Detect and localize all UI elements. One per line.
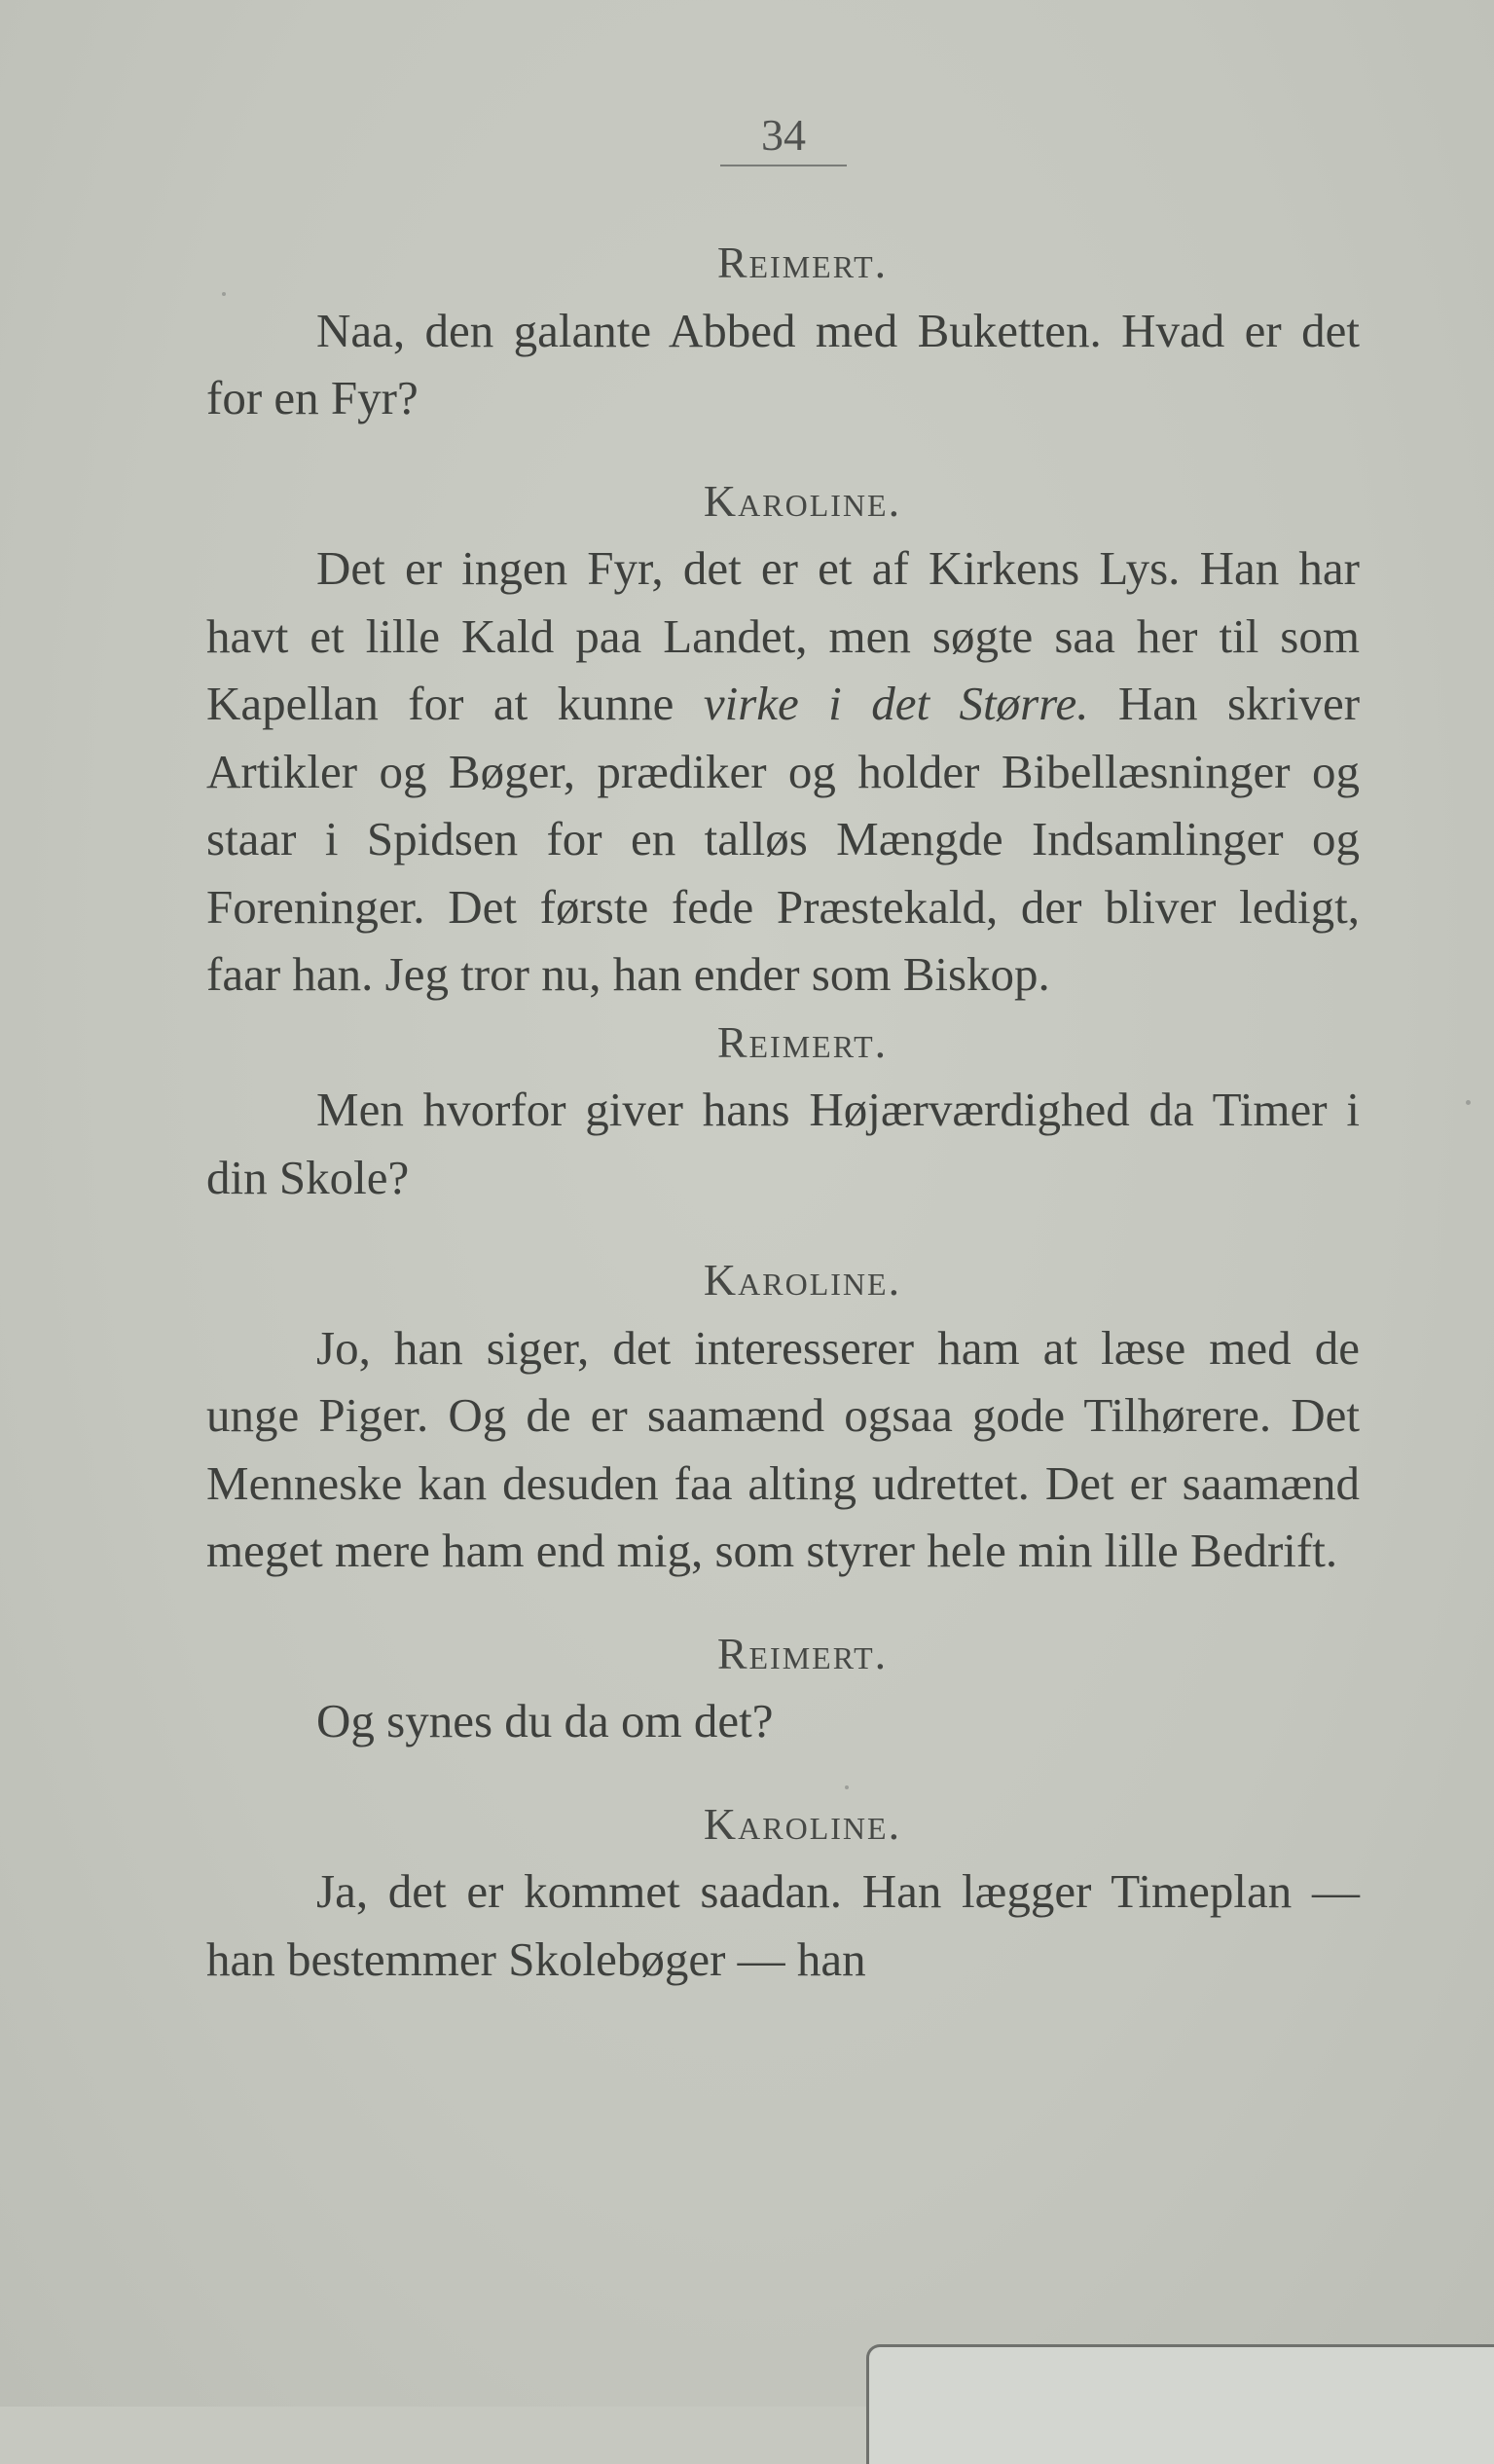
italic-phrase: virke i det Større. [703, 677, 1089, 730]
speaker-name: Reimert. [716, 1016, 889, 1067]
speech-paragraph: Og synes du da om det? [316, 1694, 774, 1747]
speech-paragraph: Jo, han siger, det interesserer ham at læse med de unge Piger. Og de er saamænd ogsaa gode Tilhørere. Det Menneske kan desuden faa alting udrettet. Det er saamænd meget mere ham end mig, som styrer hele min lille Bedrift. [206, 1320, 1360, 1577]
dialogue-text [206, 229, 1360, 1993]
speech-text: Han skriver Artikler og Bøger, prædiker og holder Bibellæsninger og staar i Spidsen for en talløs Mængde Indsamlinger og Foreninger. Det første fede Præstekald, der bliver ledigt, faar han. Jeg tror nu, han ender som Biskop. [206, 677, 1361, 1001]
speaker-name: Karoline. [703, 1798, 902, 1849]
speech-text: Det er ingen Fyr, det er et af Kirkens Lys. Han har havt et lille Kald paa Landet, men søgte saa her til som Kapellan for at kunne [206, 541, 1360, 730]
speech-paragraph: Naa, den galante Abbed med Buketten. Hvad er det for en Fyr? [206, 303, 1360, 424]
speaker-name: Karoline. [703, 475, 902, 526]
paper-speck [1466, 1100, 1471, 1105]
speaker-name: Reimert. [716, 238, 889, 287]
speaker-name: Karoline. [703, 1255, 902, 1305]
page-number: 34 [720, 109, 847, 166]
paper-speck [222, 292, 226, 296]
page-corner-tab [866, 2344, 1494, 2464]
speech-paragraph: Ja, det er kommet saadan. Han lægger Timeplan — han bestemmer Skolebøger — han [206, 1864, 1360, 1986]
speaker-name: Reimert. [716, 1628, 889, 1678]
paper-speck [845, 1785, 849, 1789]
speech-paragraph [206, 534, 1360, 1009]
speech-paragraph: Men hvorfor giver hans Højærværdighed da Timer i din Skole? [206, 1083, 1360, 1204]
